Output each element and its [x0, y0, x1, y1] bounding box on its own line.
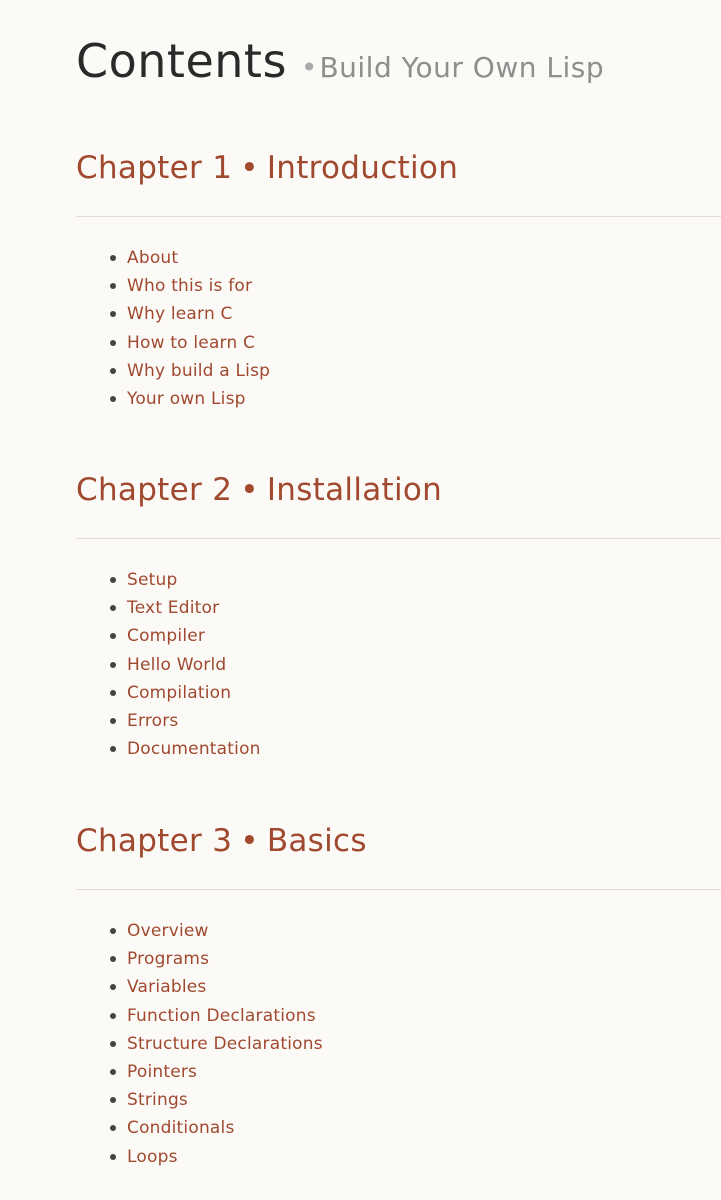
chapter-3-heading[interactable]	[76, 823, 367, 859]
section-item	[110, 357, 270, 385]
section-link-why-learn-c[interactable]: Why learn C	[127, 304, 233, 325]
section-link-your-own-lisp[interactable]: Your own Lisp	[127, 389, 246, 410]
section-link-about[interactable]: About	[127, 248, 179, 269]
section-item	[110, 973, 323, 1001]
section-item	[110, 917, 323, 945]
section-link-how-to-learn-c[interactable]: How to learn C	[127, 332, 256, 353]
bullet-icon	[110, 255, 116, 261]
bullet-icon	[110, 311, 116, 317]
chapter-2-sections	[110, 566, 261, 763]
section-item	[110, 945, 323, 973]
section-link-programs[interactable]: Programs	[127, 949, 210, 970]
section-item	[110, 679, 261, 707]
section-item	[110, 1114, 323, 1142]
section-item	[110, 707, 261, 735]
chapter-separator: •	[240, 472, 259, 508]
bullet-icon	[110, 1013, 116, 1019]
chapter-divider	[76, 538, 721, 539]
page-subtitle: Build Your Own Lisp	[319, 51, 605, 84]
section-link-why-build-a-lisp[interactable]: Why build a Lisp	[127, 360, 271, 381]
title-separator: •	[300, 51, 318, 84]
bullet-icon	[110, 662, 116, 668]
chapter-title: Installation	[266, 472, 443, 508]
section-item	[110, 735, 261, 763]
section-link-structure-declarations[interactable]: Structure Declarations	[127, 1033, 323, 1054]
section-link-pointers[interactable]: Pointers	[127, 1062, 198, 1083]
bullet-icon	[110, 340, 116, 346]
bullet-icon	[110, 690, 116, 696]
bullet-icon	[110, 928, 116, 934]
chapter-2-heading[interactable]	[76, 472, 442, 508]
chapter-number: Chapter 2	[76, 472, 233, 508]
section-item	[110, 1058, 323, 1086]
section-item	[110, 1086, 323, 1114]
chapter-divider	[76, 216, 721, 217]
chapter-number: Chapter 1	[76, 150, 233, 186]
bullet-icon	[110, 368, 116, 374]
section-item	[110, 1002, 323, 1030]
bullet-icon	[110, 633, 116, 639]
bullet-icon	[110, 1097, 116, 1103]
page-title: Contents	[76, 34, 287, 88]
section-item	[110, 1143, 323, 1171]
bullet-icon	[110, 283, 116, 289]
bullet-icon	[110, 984, 116, 990]
section-link-strings[interactable]: Strings	[127, 1090, 188, 1111]
section-link-errors[interactable]: Errors	[127, 711, 179, 732]
bullet-icon	[110, 396, 116, 402]
chapter-title: Basics	[266, 823, 367, 859]
section-item	[110, 651, 261, 679]
section-link-compiler[interactable]: Compiler	[127, 626, 206, 647]
section-link-hello-world[interactable]: Hello World	[127, 654, 227, 675]
section-link-text-editor[interactable]: Text Editor	[127, 598, 220, 619]
section-link-compilation[interactable]: Compilation	[127, 682, 232, 703]
section-item	[110, 594, 261, 622]
page-header	[76, 34, 604, 88]
bullet-icon	[110, 956, 116, 962]
chapter-1-sections	[110, 244, 270, 413]
section-link-variables[interactable]: Variables	[127, 977, 207, 998]
chapter-3-sections	[110, 917, 323, 1171]
chapter-divider	[76, 889, 721, 890]
bullet-icon	[110, 605, 116, 611]
chapter-separator: •	[240, 823, 259, 859]
bullet-icon	[110, 1041, 116, 1047]
bullet-icon	[110, 1125, 116, 1131]
bullet-icon	[110, 1069, 116, 1075]
bullet-icon	[110, 718, 116, 724]
section-link-setup[interactable]: Setup	[127, 570, 178, 591]
section-item	[110, 300, 270, 328]
chapter-title: Introduction	[266, 150, 459, 186]
section-link-overview[interactable]: Overview	[127, 921, 209, 942]
section-item	[110, 385, 270, 413]
section-item	[110, 244, 270, 272]
section-link-conditionals[interactable]: Conditionals	[127, 1118, 235, 1139]
bullet-icon	[110, 1154, 116, 1160]
section-item	[110, 1030, 323, 1058]
section-item	[110, 272, 270, 300]
section-item	[110, 329, 270, 357]
chapter-1-heading[interactable]	[76, 150, 458, 186]
chapter-number: Chapter 3	[76, 823, 233, 859]
chapter-separator: •	[240, 150, 259, 186]
section-link-function-declarations[interactable]: Function Declarations	[127, 1005, 316, 1026]
bullet-icon	[110, 577, 116, 583]
section-item	[110, 566, 261, 594]
bullet-icon	[110, 746, 116, 752]
section-item	[110, 622, 261, 650]
section-link-loops[interactable]: Loops	[127, 1146, 178, 1167]
section-link-documentation[interactable]: Documentation	[127, 739, 261, 760]
section-link-who-this-is-for[interactable]: Who this is for	[127, 276, 253, 297]
